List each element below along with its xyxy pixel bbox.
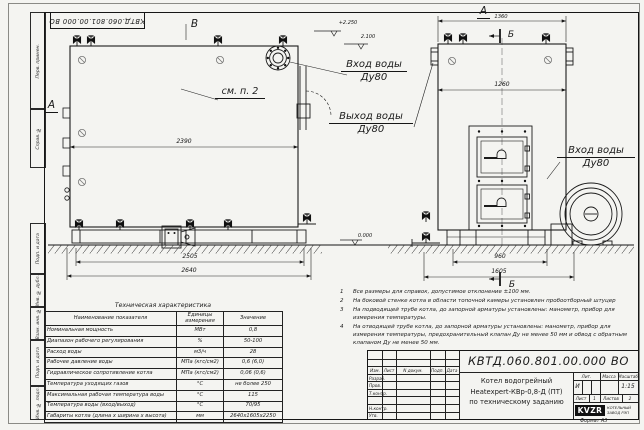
elevation-mid: 2.100 <box>360 34 376 40</box>
table-row <box>45 326 283 337</box>
margin-label: Инв. № дубл. <box>35 274 41 307</box>
corner-designation-text: КВТД.060.801.00.000 ВО <box>49 16 146 25</box>
company-name-line2: ЗАВОД РЭП <box>607 410 629 415</box>
table-row <box>45 369 283 380</box>
door-handle-icons <box>484 150 506 207</box>
table-cell: 70/95 <box>224 401 283 412</box>
tb-doc-name-line2: Heatexpert-КВр-0,8-Д (ПТ) <box>470 387 563 396</box>
tb-header-ndokum: N докум. <box>403 368 423 373</box>
tb-header-data: Дата <box>446 368 458 373</box>
lifting-eye-icons <box>78 56 223 185</box>
table-cell: % <box>177 336 224 347</box>
view-label-b-top: В <box>190 18 199 30</box>
side-view-boiler <box>63 36 331 248</box>
note-item <box>340 289 634 297</box>
table-cell: МВт <box>177 326 224 337</box>
pipe-label-line1: Вход воды <box>557 145 635 158</box>
note-text: Все размеры для справок, допустимое отклонение ±100 мм. <box>353 289 531 295</box>
tech-table-body <box>45 326 283 423</box>
tech-table-header: Единицы измерения <box>177 312 224 326</box>
margin-label: Инв. № подл. <box>35 386 41 419</box>
tb-row-nkontr: Н.контр. <box>369 405 388 411</box>
tb-sheet-label: Лист <box>575 395 587 401</box>
tech-table-header-row <box>45 312 283 326</box>
note-number: 4 <box>340 323 344 330</box>
table-cell: м3/ч <box>177 347 224 358</box>
margin-label: Подп. и дата <box>35 233 41 265</box>
tech-table <box>44 311 283 423</box>
view-label-a-front: А <box>477 6 490 19</box>
note-item <box>340 298 634 306</box>
bottom-valve-icons <box>75 214 316 230</box>
company-name-line1: КОТЕЛЬНЫЙ <box>607 405 631 410</box>
table-cell: 28 <box>224 347 283 358</box>
callout-see-note-2: см. п. 2 <box>215 87 265 99</box>
dim-overall-width: 2640 <box>181 267 197 274</box>
furnace-doors <box>469 126 532 230</box>
tb-lit-label: Лит. <box>581 373 592 379</box>
tb-doc-name-line1: Котел водогрейный <box>480 377 553 385</box>
note-text: На подводящей трубе котла, до запорной арматуры установлены: манометр, прибор для измерения температуры. <box>353 306 615 321</box>
note-item <box>340 307 634 323</box>
front-view-boiler <box>412 34 622 248</box>
note-number: 2 <box>340 297 344 304</box>
pipe-label-line2: Ду80 <box>360 72 388 83</box>
tech-characteristics <box>44 302 282 423</box>
note-item <box>340 324 634 348</box>
table-cell: Температура уходящих газов <box>45 379 177 390</box>
top-valve-icons <box>73 36 286 46</box>
table-row <box>45 336 283 347</box>
dim-front-width: 1260 <box>494 81 510 88</box>
table-cell: °С <box>177 390 224 401</box>
table-row <box>45 358 283 369</box>
margin-label: Взам. инв. № <box>35 307 41 340</box>
elevation-top: +2.250 <box>338 20 358 26</box>
note-text: На боковой стенке котла в области топочной камеры установлен пробоотборный штуцер <box>353 297 616 304</box>
table-cell: мм <box>177 412 224 423</box>
margin-label: Справ. № <box>35 126 41 150</box>
title-block <box>367 350 639 420</box>
table-cell: 50-100 <box>224 336 283 347</box>
company-name <box>607 406 631 415</box>
dim-front-frame: 960 <box>494 253 506 260</box>
table-cell: не более 250 <box>224 379 283 390</box>
pipe-label-outlet <box>329 111 413 135</box>
tb-doc-name-line3: по техническому заданию <box>469 398 564 407</box>
tb-header-izm: Изм. <box>370 368 380 373</box>
pipe-label-inlet-right <box>557 145 635 169</box>
note-text: На отводящей трубе котла, до запорной арматуры установлены: манометр, прибор для измерения температуры, предохранительный клапан Ду не менее 50 мм и обвод с обратным клапаном Ду не менее 50 мм. <box>353 323 627 346</box>
tech-table-title: Техническая характеристика <box>114 302 212 309</box>
tb-row-prov: Пров. <box>369 383 382 389</box>
table-cell: Диапазон рабочего регулирования <box>45 336 177 347</box>
table-row <box>45 390 283 401</box>
table-cell: 0,06 (0,6) <box>224 369 283 380</box>
tb-scale-label: Масштаб <box>618 373 638 379</box>
table-cell: 0,6 (6,0) <box>224 358 283 369</box>
front-top-valve-icons <box>444 34 549 44</box>
company-cell <box>575 404 637 417</box>
note-number: 3 <box>340 306 344 313</box>
tb-row-razrab: Разраб. <box>369 375 386 381</box>
pipe-label-line2: Ду80 <box>357 124 385 135</box>
table-row <box>45 347 283 358</box>
margin-label: Подп. и дата <box>35 347 41 379</box>
company-logo: KVZR <box>575 405 605 416</box>
side-outlet-detail <box>297 66 331 130</box>
notes-list <box>340 289 634 349</box>
table-cell: °С <box>177 401 224 412</box>
table-cell: Температура воды (вход/выход) <box>45 401 177 412</box>
dim-frame-width: 2505 <box>182 253 198 260</box>
table-cell: МПа (кгс/см2) <box>177 358 224 369</box>
ground-line <box>48 245 634 254</box>
table-cell: 2640х1605х2250 <box>224 412 283 423</box>
table-cell: °С <box>177 379 224 390</box>
pipe-label-inlet-left <box>341 59 407 83</box>
tech-table-header: Наименование показателя <box>45 312 177 326</box>
section-mark-top <box>489 29 514 43</box>
tb-row-utv: Утв. <box>369 413 378 419</box>
table-cell: Максимальная рабочая температура воды <box>45 390 177 401</box>
front-left-valve-icons <box>412 212 440 247</box>
table-cell: 115 <box>224 390 283 401</box>
pipe-label-line1: Выход воды <box>329 111 413 124</box>
elevation-zero: 0.000 <box>357 233 373 239</box>
table-cell: Габариты котла (длина х ширина х высота) <box>45 412 177 423</box>
margin-label: Перв. примен. <box>35 43 41 79</box>
inlet-flange-icon <box>266 46 290 70</box>
tb-row-tkontr: Т.контр. <box>369 390 388 396</box>
table-cell: Гидравлическое сопротивление котла <box>45 369 177 380</box>
front-support-frame <box>447 230 545 245</box>
table-row <box>45 412 283 423</box>
section-label-top: Б <box>507 30 515 40</box>
table-row <box>45 379 283 390</box>
table-cell: МПа (кгс/см2) <box>177 369 224 380</box>
tb-scale-value: 1:15 <box>621 383 635 390</box>
title-block-designation: КВТД.060.801.00.000 ВО <box>468 354 629 368</box>
table-row <box>45 401 283 412</box>
dim-front-top: 1360 <box>494 14 508 20</box>
section-label-bottom: Б <box>508 280 516 290</box>
dim-body-width: 2390 <box>176 138 192 145</box>
view-label-a-side: А <box>45 100 58 113</box>
fan-icon <box>551 183 622 245</box>
pipe-label-line1: Вход воды <box>341 59 407 72</box>
table-cell: Номинальная мощность <box>45 326 177 337</box>
tb-sheets-label: Листов <box>603 395 619 401</box>
tb-header-podp: Подп. <box>431 368 444 373</box>
tb-doc-name <box>461 376 572 408</box>
dimension-lines <box>67 14 574 281</box>
format-label: Формат А3 <box>580 419 608 424</box>
tb-sheets-value: 2 <box>628 395 632 401</box>
tb-header-list: Лист <box>383 368 395 373</box>
tb-sheet-value: 1 <box>593 395 596 401</box>
table-cell: Рабочее давление воды <box>45 358 177 369</box>
tb-mass-label: Масса <box>602 373 616 379</box>
tb-lit-value: И <box>575 383 580 390</box>
note-number: 1 <box>340 289 344 295</box>
pipe-label-line2: Ду80 <box>582 158 610 169</box>
dim-front-overall: 1605 <box>491 268 507 275</box>
table-cell: Расход воды <box>45 347 177 358</box>
table-cell: 0,8 <box>224 326 283 337</box>
tech-table-header: Значение <box>224 312 283 326</box>
